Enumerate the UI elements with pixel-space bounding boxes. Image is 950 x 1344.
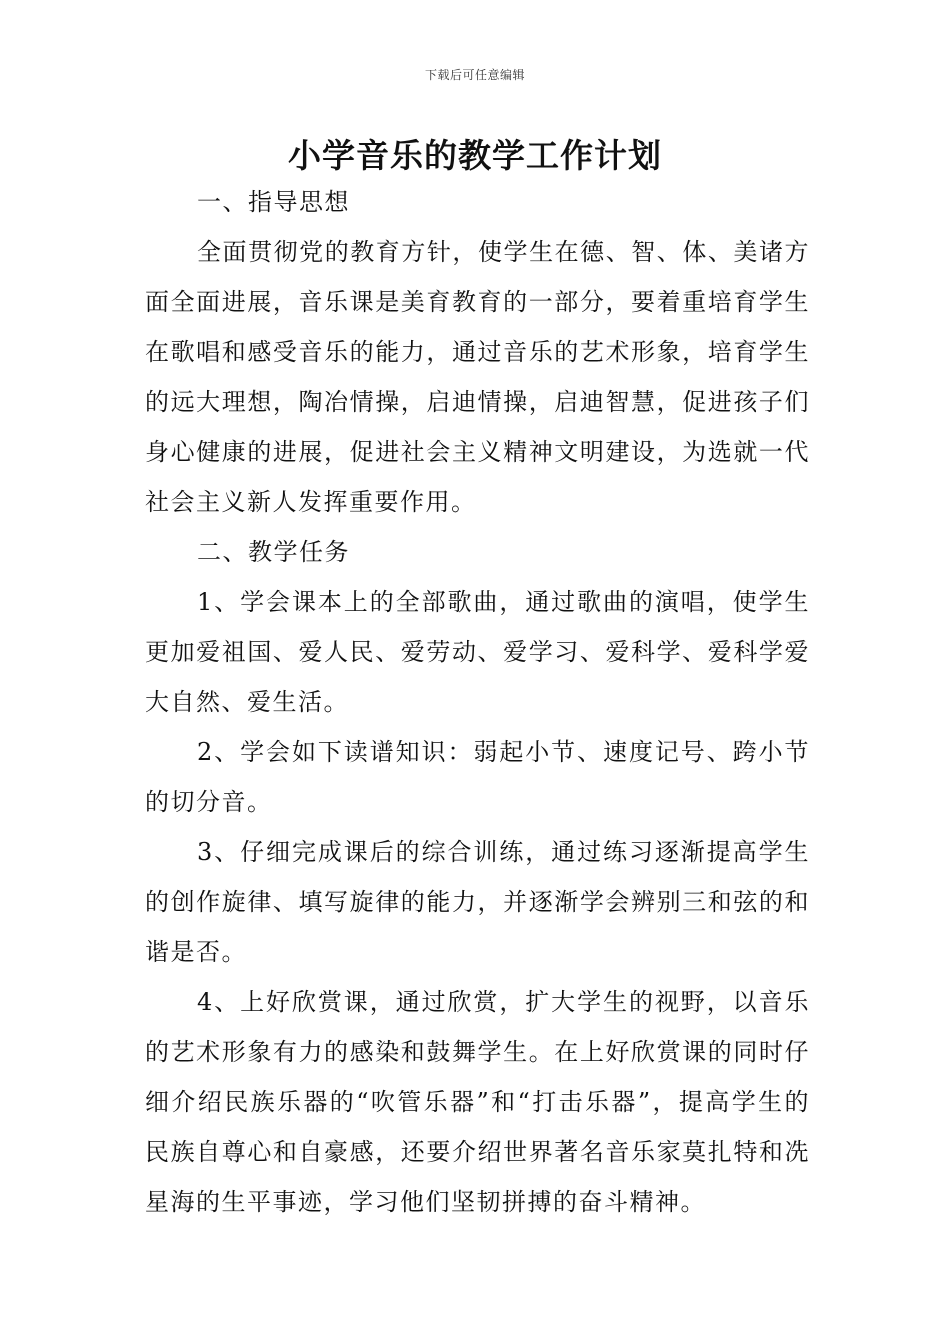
section-heading-teaching-tasks: 二、教学任务 (197, 538, 350, 566)
document-body (145, 177, 810, 1227)
section-heading-guiding-ideology: 一、指导思想 (197, 188, 350, 216)
task-item-1: 1、学会课本上的全部歌曲，通过歌曲的演唱，使学生更加爱祖国、爱人民、爱劳动、爱学习、爱科学、爱科学爱大自然、爱生活。 (145, 588, 810, 716)
paragraph-guiding-ideology: 全面贯彻党的教育方针，使学生在德、智、体、美诸方面全面进展，音乐课是美育教育的一部分，要着重培育学生在歌唱和感受音乐的能力，通过音乐的艺术形象，培育学生的远大理想，陶冶情操，启迪情操，启迪智慧，促进孩子们身心健康的进展，促进社会主义精神文明建设，为选就一代社会主义新人发挥重要作用。 (145, 238, 810, 516)
task-item-2: 2、学会如下读谱知识：弱起小节、速度记号、跨小节的切分音。 (145, 738, 810, 816)
header-note: 下载后可任意编辑 (424, 68, 525, 82)
document-title: 小学音乐的教学工作计划 (288, 136, 662, 175)
task-item-3: 3、仔细完成课后的综合训练，通过练习逐渐提高学生的创作旋律、填写旋律的能力，并逐渐学会辨别三和弦的和谐是否。 (145, 838, 810, 966)
task-item-4: 4、上好欣赏课，通过欣赏，扩大学生的视野，以音乐的艺术形象有力的感染和鼓舞学生。在上好欣赏课的同时仔细介绍民族乐器的“吹管乐器”和“打击乐器”，提高学生的民族自尊心和自豪感，还要介绍世界著名音乐家莫扎特和冼星海的生平事迹，学习他们坚韧拼搏的奋斗精神。 (145, 988, 810, 1216)
